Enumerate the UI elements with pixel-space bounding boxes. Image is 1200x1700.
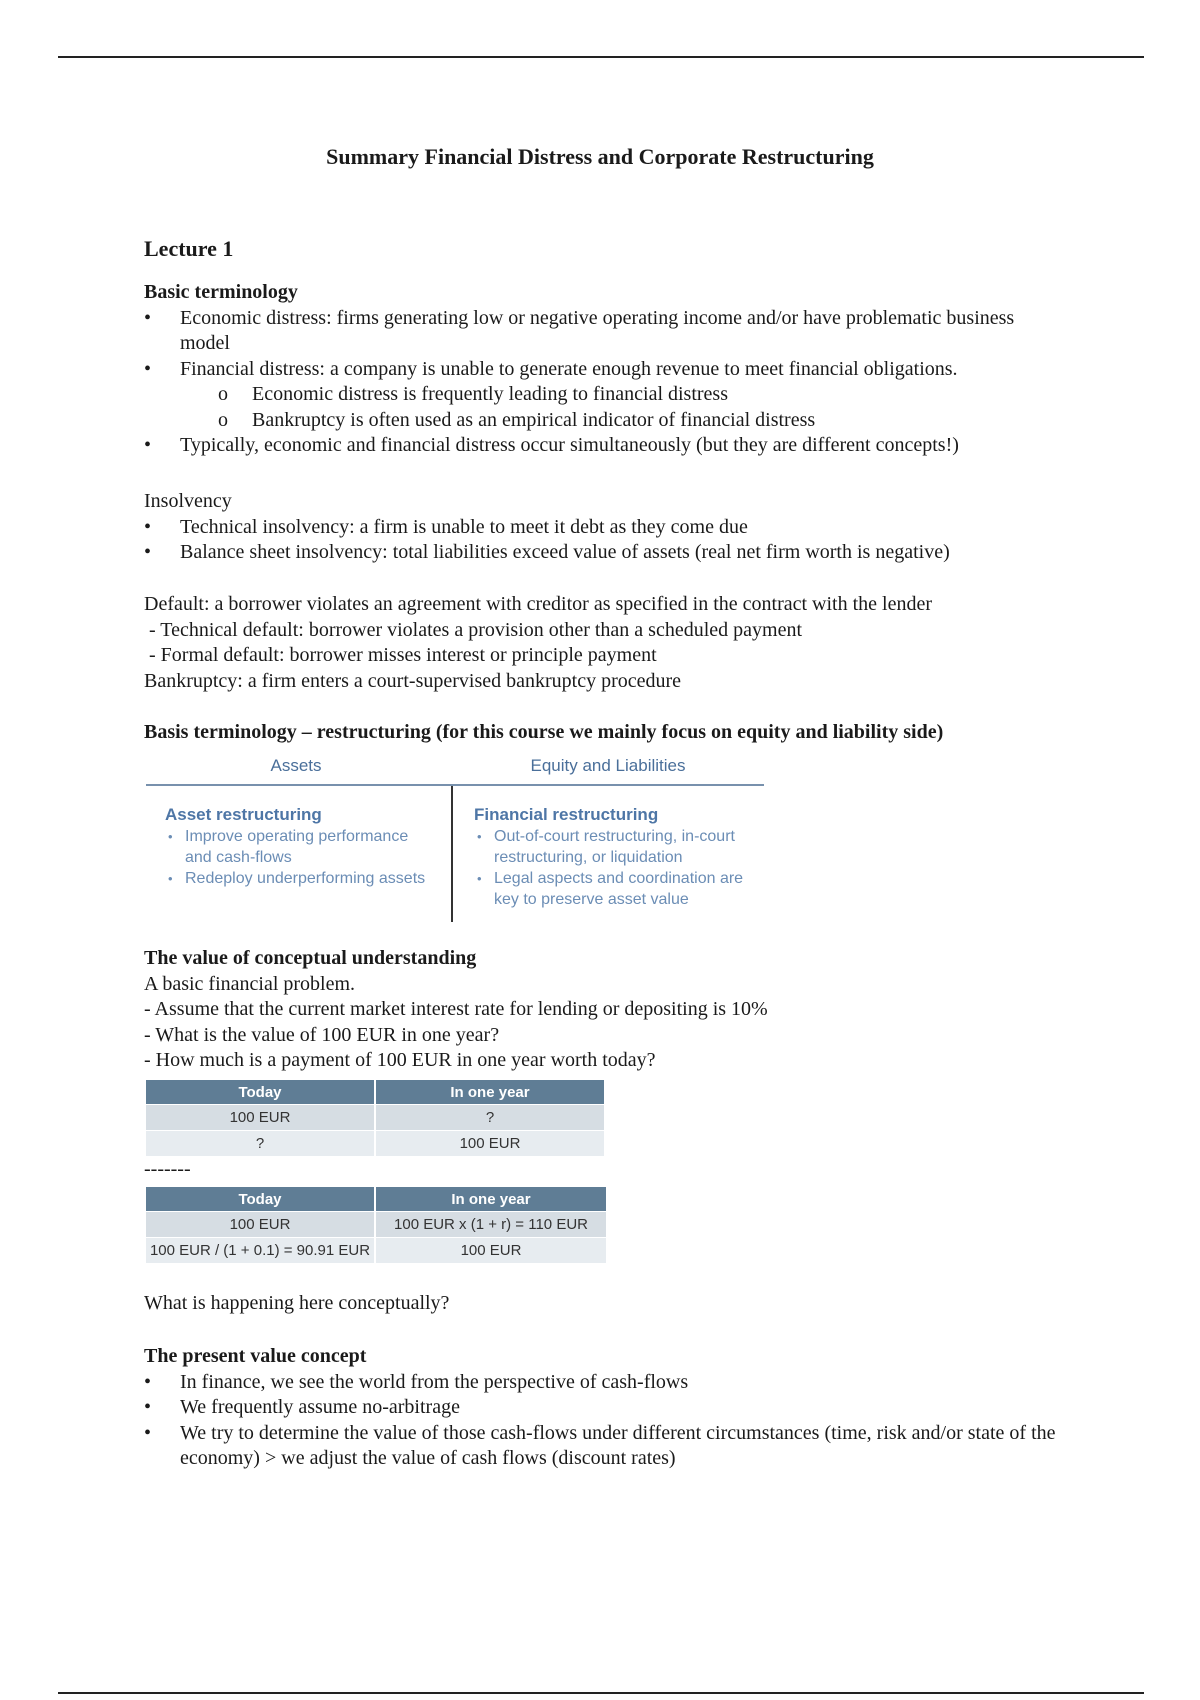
column-title: Asset restructuring — [165, 805, 322, 824]
section-heading: The present value concept — [144, 1345, 367, 1367]
column-header: Today — [146, 1080, 375, 1105]
table-row — [146, 1212, 606, 1238]
list-item: • Balance sheet insolvency: total liabilities exceed value of assets (real net firm worth is negative) — [144, 540, 1064, 566]
list-item: • We frequently assume no-arbitrage — [144, 1395, 1064, 1421]
value-table-answer — [146, 1187, 606, 1263]
table-cell: 100 EUR x (1 + r) = 110 EUR — [375, 1212, 606, 1238]
list-item: • Technical insolvency: a firm is unable to meet it debt as they come due — [144, 515, 1064, 541]
text-line: Default: a borrower violates an agreement with creditor as specified in the contract with the lender — [144, 593, 933, 615]
list-item — [144, 357, 1064, 434]
table-cell: 100 EUR — [146, 1105, 375, 1131]
insolvency-section — [144, 489, 1064, 566]
document-title: Summary Financial Distress and Corporate Restructuring — [326, 144, 874, 169]
list-item-text: Financial distress: a company is unable to generate enough revenue to meet financial obligations. — [180, 357, 958, 380]
value-table-question — [146, 1080, 604, 1156]
column-header: In one year — [375, 1187, 606, 1212]
top-rule — [58, 56, 1144, 58]
text-line: - Assume that the current market interest rate for lending or depositing is 10% — [144, 998, 768, 1020]
list-item: • Economic distress: firms generating low or negative operating income and/or have problematic business model — [144, 306, 1064, 357]
lecture-heading: Lecture 1 — [144, 236, 234, 261]
text-line: - What is the value of 100 EUR in one year? — [144, 1023, 500, 1046]
text-line: Bankruptcy: a firm enters a court-supervised bankruptcy procedure — [144, 669, 682, 692]
equity-liabilities-header: Equity and Liabilities — [530, 756, 686, 775]
list-item: • Redeploy underperforming assets — [165, 868, 435, 889]
present-value-section — [144, 1344, 1064, 1472]
column-divider — [451, 786, 453, 922]
list-item: • Out-of-court restructuring, in-court restructuring, or liquidation — [474, 826, 759, 868]
table-cell: ? — [375, 1105, 604, 1131]
section-heading: Insolvency — [144, 490, 232, 512]
conceptual-question: What is happening here conceptually? — [144, 1292, 450, 1314]
list-item: • Improve operating performance and cash-flows — [165, 826, 435, 868]
column-title: Financial restructuring — [474, 805, 659, 824]
list-item: • In finance, we see the world from the perspective of cash-flows — [144, 1370, 1064, 1396]
asset-restructuring-column — [165, 804, 435, 889]
list-item: • Typically, economic and financial distress occur simultaneously (but they are different concepts!) — [144, 433, 1064, 459]
text-line: - How much is a payment of 100 EUR in one year worth today? — [144, 1049, 656, 1071]
list-item: • We try to determine the value of those cash-flows under different circumstances (time, risk and/or state of the economy) > we adjust the value of cash flows (discount rates) — [144, 1421, 1064, 1472]
table-cell: 100 EUR — [375, 1131, 604, 1157]
bottom-rule — [58, 1692, 1144, 1694]
table-row — [146, 1238, 606, 1264]
section-heading: Basic terminology — [144, 281, 298, 303]
table-row — [146, 1105, 604, 1131]
sub-list-item: o Bankruptcy is often used as an empirical indicator of financial distress — [144, 408, 1064, 434]
basic-terminology-section — [144, 280, 1064, 459]
text-line: - Formal default: borrower misses interest or principle payment — [144, 644, 657, 666]
default-section — [144, 592, 1064, 694]
assets-header: Assets — [270, 756, 322, 775]
sub-list-item: o Economic distress is frequently leading to financial distress — [144, 382, 1064, 408]
table-cell: 100 EUR / (1 + 0.1) = 90.91 EUR — [146, 1238, 375, 1264]
separator: ------- — [144, 1158, 191, 1180]
text-line: - Technical default: borrower violates a provision other than a scheduled payment — [144, 618, 803, 641]
table-cell: 100 EUR — [375, 1238, 606, 1264]
restructuring-figure — [146, 752, 764, 922]
table-cell: ? — [146, 1131, 375, 1157]
financial-restructuring-column — [474, 804, 759, 910]
table-cell: 100 EUR — [146, 1212, 375, 1238]
conceptual-section — [144, 946, 1064, 1074]
text-line: A basic financial problem. — [144, 972, 356, 995]
restructuring-heading: Basis terminology – restructuring (for this course we mainly focus on equity and liability side) — [144, 721, 944, 743]
section-heading: The value of conceptual understanding — [144, 947, 477, 969]
column-header: Today — [146, 1187, 375, 1212]
table-row — [146, 1131, 604, 1157]
header-divider — [146, 784, 764, 786]
column-header: In one year — [375, 1080, 604, 1105]
list-item: • Legal aspects and coordination are key to preserve asset value — [474, 868, 759, 910]
